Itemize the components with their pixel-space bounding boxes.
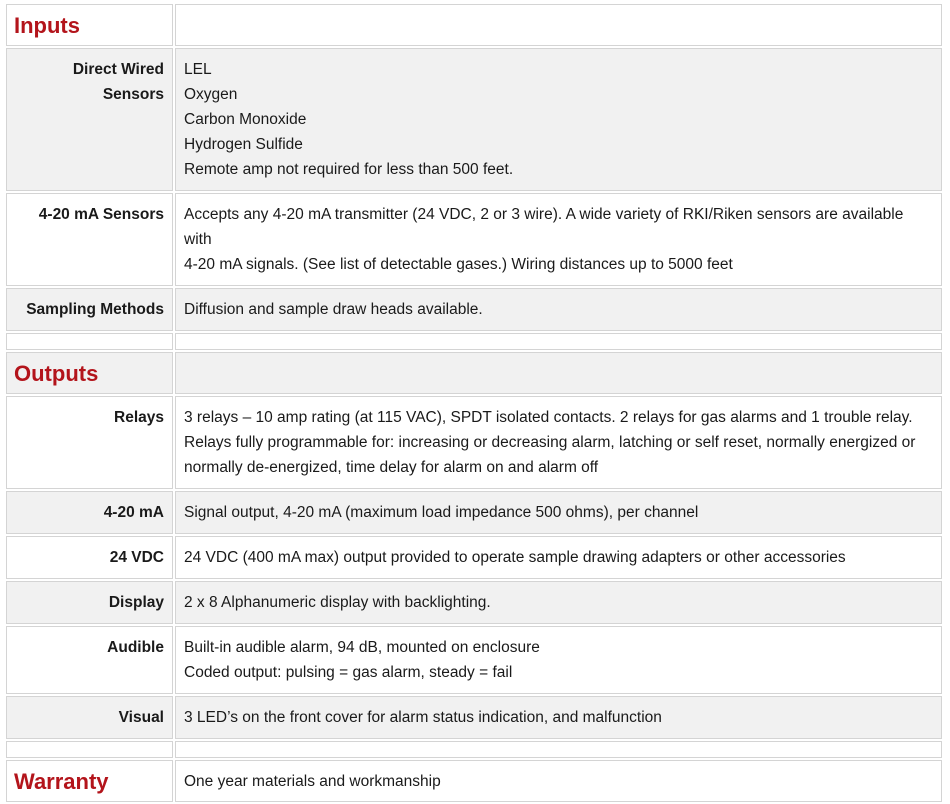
value-line: Relays fully programmable for: increasing or decreasing alarm, latching or self reset, normally energized or [184,434,916,451]
value-line: Hydrogen Sulfide [184,136,303,153]
spec-label [6,581,173,624]
spec-label [6,48,173,191]
label-line: Relays [114,409,164,426]
spacer-cell [6,741,173,758]
spec-row-4-20-ma-sensors [6,193,942,286]
spacer-cell [6,333,173,350]
section-title-inputs: Inputs [6,4,173,46]
value-line: 3 LED’s on the front cover for alarm status indication, and malfunction [184,709,662,726]
label-line: Sampling Methods [26,301,164,318]
value-line: Coded output: pulsing = gas alarm, steady = fail [184,664,513,681]
spec-value [175,536,942,579]
spec-row-visual [6,696,942,739]
spacer-row [6,741,942,758]
value-line: 24 VDC (400 mA max) output provided to operate sample drawing adapters or other accessories [184,549,846,566]
section-header-warranty [6,760,942,802]
label-line: 4-20 mA Sensors [38,206,164,223]
spec-value [175,396,942,489]
spec-value [175,696,942,739]
spec-row-direct-wired-sensors [6,48,942,191]
value-line: Accepts any 4-20 mA transmitter (24 VDC, 2 or 3 wire). A wide variety of RKI/Riken sensors are available with [184,206,904,248]
value-line: 3 relays – 10 amp rating (at 115 VAC), SPDT isolated contacts. 2 relays for gas alarms and 1 trouble relay. [184,409,913,426]
label-line: 24 VDC [109,549,164,566]
label-line: Visual [118,709,164,726]
value-line: Built-in audible alarm, 94 dB, mounted on enclosure [184,639,540,656]
spec-row-display [6,581,942,624]
section-title-warranty: Warranty [6,760,173,802]
value-line: Oxygen [184,86,238,103]
spec-label [6,288,173,331]
value-line: Signal output, 4-20 mA (maximum load impedance 500 ohms), per channel [184,504,699,521]
value-line: 2 x 8 Alphanumeric display with backlighting. [184,594,491,611]
spec-value [175,626,942,694]
value-line: LEL [184,61,212,78]
value-line: Diffusion and sample draw heads available. [184,301,483,318]
spec-value [175,288,942,331]
spec-value [175,48,942,191]
label-line: Sensors [102,86,164,103]
spec-row-24-vdc [6,536,942,579]
label-line: 4-20 mA [103,504,164,521]
value-line: normally de-energized, time delay for alarm on and alarm off [184,459,599,476]
spec-row-sampling-methods [6,288,942,331]
value-line: Remote amp not required for less than 500 feet. [184,161,514,178]
spec-row-4-20-ma [6,491,942,534]
spec-row-audible [6,626,942,694]
section-header-outputs [6,352,942,394]
spec-label [6,536,173,579]
spec-value [175,193,942,286]
label-line: Audible [107,639,164,656]
spec-value [175,491,942,534]
spacer-cell [175,333,942,350]
specifications-table [4,2,944,804]
value-line: 4-20 mA signals. (See list of detectable gases.) Wiring distances up to 5000 feet [184,256,733,273]
spec-label [6,626,173,694]
section-header-empty-cell [175,352,942,394]
spacer-cell [175,741,942,758]
spec-value [175,581,942,624]
label-line: Direct Wired [72,61,164,78]
label-line: Display [108,594,164,611]
warranty-value: One year materials and workmanship [175,760,942,802]
spec-row-relays [6,396,942,489]
spec-label [6,491,173,534]
spec-label [6,396,173,489]
value-line: Carbon Monoxide [184,111,307,128]
section-header-empty-cell [175,4,942,46]
spec-label [6,193,173,286]
spec-label [6,696,173,739]
spacer-row [6,333,942,350]
section-title-outputs: Outputs [6,352,173,394]
section-header-inputs [6,4,942,46]
